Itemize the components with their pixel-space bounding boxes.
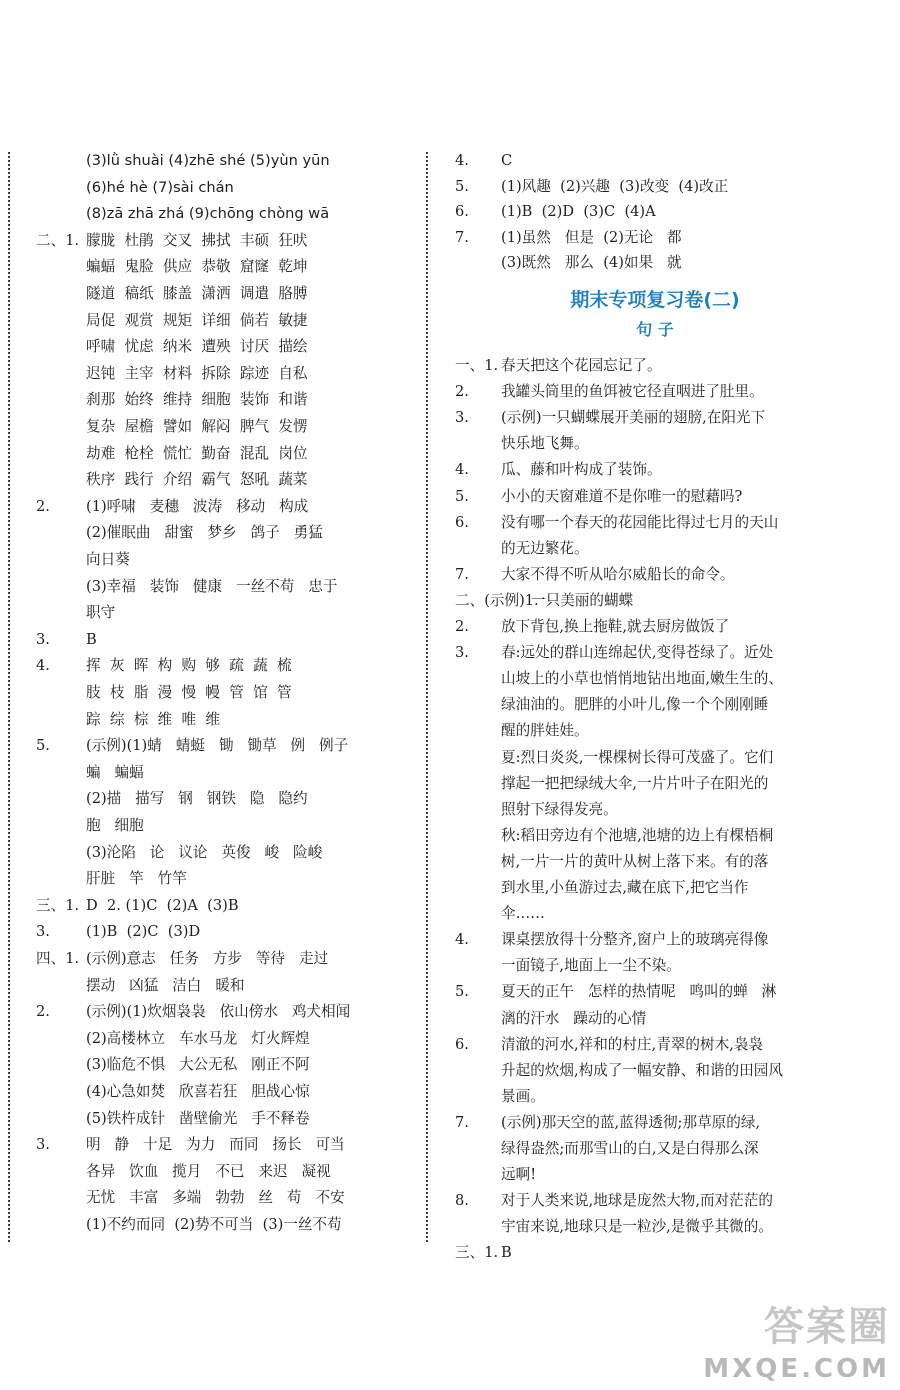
- answer-text: 肝脏 竿 竹竿: [86, 870, 187, 888]
- question-number: 2.: [455, 383, 469, 401]
- answer-text: 肢 枝 脂 漫 慢 幔 管 馆 管: [86, 684, 292, 701]
- answer-line: [455, 825, 855, 847]
- answer-line: [455, 773, 855, 795]
- answer-text: 秩序 践行 介绍 霸气 怒吼 蔬菜: [86, 471, 308, 489]
- answer-text: 各异 饮血 揽月 不已 来迟 凝视: [86, 1162, 331, 1180]
- answer-line: [455, 150, 855, 172]
- answer-line: [40, 522, 415, 544]
- answer-text: (示例)(1)蜻 蜻蜓 锄 锄草 例 例子: [86, 737, 349, 755]
- answer-text: 到水里,小鱼游过去,藏在底下,把它当作: [501, 879, 749, 896]
- answer-text: 漓的汗水 躁动的心情: [501, 1009, 647, 1027]
- answer-text: (2)描 描写 钢 钢铁 隐 隐约: [86, 790, 308, 808]
- answer-line: [455, 538, 855, 560]
- right-answer-column-top: [455, 150, 855, 290]
- answer-line: [36, 1001, 415, 1023]
- answer-text: (3)lǜ shuài (4)zhē shé (5)yùn yūn: [86, 152, 330, 169]
- answer-text: 春:远处的群山连绵起伏,变得苍绿了。近处: [501, 644, 774, 662]
- answer-line: [455, 955, 855, 977]
- answer-text: 隧道 稿纸 膝盖 潇洒 调遣 胳膊: [86, 285, 308, 302]
- question-number: 3.: [36, 1136, 50, 1154]
- answer-text: 呼啸 忧虑 纳米 遭殃 讨厌 描绘: [86, 338, 308, 356]
- answer-text: 树,一片一片的黄叶从树上落下来。有的落: [501, 852, 769, 870]
- answer-line: [455, 877, 855, 899]
- answer-line: [40, 762, 415, 784]
- answer-text: 宇宙来说,地球只是一粒沙,是微乎其微的。: [501, 1218, 773, 1236]
- answer-line: [455, 407, 855, 429]
- answer-line: [455, 720, 855, 742]
- answer-text: (示例)意志 任务 方步 等待 走过: [86, 950, 329, 967]
- answer-text: (1)风趣 (2)兴趣 (3)改变 (4)改正: [501, 177, 729, 195]
- answer-text: 复杂 屋檐 譬如 解闷 脾气 发愣: [86, 418, 308, 435]
- answer-text: 一面镜子,地面上一尘不染。: [501, 957, 681, 975]
- answer-line: [40, 336, 415, 358]
- question-number: 二、1.: [36, 231, 80, 249]
- answer-text: 快乐地飞舞。: [501, 435, 589, 453]
- answer-line: [455, 1216, 855, 1238]
- question-number: 4.: [455, 931, 469, 949]
- answer-line: [40, 1028, 415, 1050]
- answer-text: 春天把这个花园忘记了。: [501, 357, 662, 374]
- answer-line: [36, 230, 415, 252]
- answer-text: 迟钝 主宰 材料 拆除 踪迹 自私: [86, 364, 308, 382]
- answer-text: 刹那 始终 维持 细胞 装饰 和谐: [86, 391, 308, 409]
- answer-text: 大家不得不听从哈尔威船长的命令。: [501, 565, 735, 583]
- question-number: 5.: [36, 737, 50, 755]
- answer-text: 无忧 丰富 多端 勃勃 丝 苟 不安: [86, 1189, 345, 1207]
- answer-text: (示例)那天空的蓝,蓝得透彻;那草原的绿,: [501, 1113, 761, 1131]
- answer-line: [40, 177, 415, 199]
- answer-line: [40, 975, 415, 997]
- question-number: 4.: [36, 657, 50, 675]
- answer-text: 照射下绿得发亮。: [501, 800, 618, 818]
- left-answer-column: [36, 150, 415, 1240]
- question-number: 4.: [455, 461, 469, 479]
- answer-text: 夏:烈日炎炎,一棵棵树长得可茂盛了。它们: [501, 748, 774, 766]
- answer-line: [455, 1138, 855, 1160]
- answer-text: 朦胧 杜鹃 交叉 拂拭 丰硕 狂吠: [86, 231, 308, 249]
- right-answer-column-bottom: [455, 355, 855, 1262]
- answer-line: [455, 486, 855, 508]
- answer-text: (3)沦陷 论 议论 英俊 峻 险峻: [86, 843, 323, 861]
- answer-line: [455, 590, 855, 612]
- answer-text: (8)zā zhā zhá (9)chōng chòng wā: [86, 205, 330, 223]
- question-number: 4.: [455, 152, 469, 169]
- center-divider-dots: [426, 152, 428, 1242]
- answer-text: 伞……: [501, 905, 545, 923]
- answer-text: 景画。: [501, 1087, 545, 1105]
- answer-line: [455, 799, 855, 821]
- question-number: 四、1.: [36, 950, 80, 967]
- answer-text: 向日葵: [86, 551, 130, 568]
- answer-text: 对于人类来说,地球是庞然大物,而对茫茫的: [501, 1192, 773, 1210]
- answer-line: [40, 256, 415, 278]
- answer-line: [455, 459, 855, 481]
- answer-line: [40, 1161, 415, 1183]
- answer-line: [40, 150, 415, 172]
- question-number: 三、1.: [36, 896, 80, 914]
- answer-line: [455, 642, 855, 664]
- answer-line: [40, 203, 415, 225]
- question-number: 6.: [455, 513, 469, 531]
- answer-text: 胞 细胞: [86, 817, 144, 834]
- answer-line: [455, 355, 855, 377]
- answer-text: D 2. (1)C (2)A (3)B: [86, 896, 239, 914]
- left-margin-dots: [8, 152, 10, 1242]
- section-subtitle: 句 子: [636, 320, 674, 339]
- answer-text: (示例)(1)炊烟袅袅 依山傍水 鸡犬相闻: [86, 1003, 351, 1021]
- answer-line: [40, 1108, 415, 1130]
- answer-line: [36, 496, 415, 518]
- answer-text: 小小的天窗难道不是你唯一的慰藉吗?: [501, 487, 743, 505]
- answer-line: [36, 895, 415, 917]
- answer-line: [40, 1054, 415, 1076]
- answer-line: [36, 948, 415, 970]
- answer-text: 挥 灰 晖 构 购 够 疏 蔬 梳: [86, 657, 292, 675]
- answer-text: B: [501, 1244, 512, 1262]
- answer-line: [36, 921, 415, 943]
- answer-line: [36, 629, 415, 651]
- answer-text: (6)hé hè (7)sài chán: [86, 178, 234, 196]
- answer-text: 清澈的河水,祥和的村庄,青翠的树木,袅袅: [501, 1035, 764, 1053]
- answer-text: 放下背包,换上拖鞋,就去厨房做饭了: [501, 618, 730, 635]
- answer-text: 瓜、藤和叶构成了装饰。: [501, 461, 662, 479]
- answer-line: [36, 655, 415, 677]
- question-number: 二、(示例)1.: [455, 591, 539, 609]
- answer-text: B: [86, 630, 97, 648]
- question-number: 5.: [455, 487, 469, 505]
- answer-line: [40, 389, 415, 411]
- answer-text: 升起的炊烟,构成了一幅安静、和谐的田园风: [501, 1061, 783, 1079]
- answer-line: [455, 929, 855, 951]
- answer-text: 课桌摆放得十分整齐,窗户上的玻璃亮得像: [501, 931, 769, 949]
- answer-text: 我罐头筒里的鱼饵被它径直咽进了肚里。: [501, 383, 764, 401]
- answer-line: [36, 1134, 415, 1156]
- answer-line: [455, 381, 855, 403]
- answer-line: [40, 868, 415, 890]
- answer-line: [455, 1086, 855, 1108]
- answer-text: 的无边繁花。: [501, 539, 589, 557]
- answer-text: 明 静 十足 为力 而同 扬长 可当: [86, 1136, 345, 1154]
- answer-text: (4)心急如焚 欣喜若狂 胆战心惊: [86, 1083, 310, 1100]
- answer-line: [40, 842, 415, 864]
- answer-line: [455, 1008, 855, 1030]
- watermark-logo: 答案圈: [764, 1304, 890, 1350]
- answer-line: [455, 694, 855, 716]
- watermark-url: MXQE.COM: [703, 1354, 890, 1384]
- answer-text: 摆动 凶猛 洁白 暖和: [86, 976, 245, 994]
- answer-line: [455, 252, 855, 274]
- answer-line: [455, 1060, 855, 1082]
- answer-text: (2)高楼林立 车水马龙 灯火辉煌: [86, 1029, 310, 1047]
- answer-text: (1)虽然 但是 (2)无论 都: [501, 228, 682, 246]
- answer-text: 没有哪一个春天的花园能比得过七月的天山: [501, 513, 779, 531]
- answer-line: [40, 1187, 415, 1209]
- answer-text: 绿油油的。肥胖的小叶儿,像一个个刚刚睡: [501, 696, 769, 714]
- question-number: 6.: [455, 1035, 469, 1053]
- question-number: 6.: [455, 203, 469, 220]
- question-number: 一、1.: [455, 357, 499, 374]
- answer-text: 踪 综 棕 维 唯 维: [86, 710, 220, 728]
- answer-line: [40, 682, 415, 704]
- answer-text: 蝙 蝙蝠: [86, 763, 144, 781]
- question-number: 8.: [455, 1192, 469, 1210]
- answer-text: (3)幸福 装饰 健康 一丝不苟 忠于: [86, 577, 338, 595]
- answer-line: [36, 735, 415, 757]
- answer-line: [455, 201, 855, 223]
- answer-line: [40, 363, 415, 385]
- section-title: 期末专项复习卷(二): [570, 289, 740, 311]
- answer-text: (3)临危不惧 大公无私 刚正不阿: [86, 1056, 310, 1074]
- answer-line: [40, 283, 415, 305]
- question-number: 7.: [455, 565, 469, 583]
- answer-line: [455, 668, 855, 690]
- answer-line: [40, 443, 415, 465]
- question-number: 3.: [36, 923, 50, 941]
- answer-text: 局促 观赏 规矩 详细 倘若 敏捷: [86, 311, 308, 329]
- answer-text: (1)B (2)D (3)C (4)A: [501, 203, 656, 220]
- answer-line: [455, 1112, 855, 1134]
- answer-text: (示例)一只蝴蝶展开美丽的翅膀,在阳光下: [501, 409, 766, 427]
- answer-line: [455, 851, 855, 873]
- answer-text: 劫难 枪栓 慌忙 勤奋 混乱 岗位: [86, 444, 308, 462]
- question-number: 三、1.: [455, 1244, 499, 1262]
- answer-line: [455, 1034, 855, 1056]
- answer-text: 蝙蝠 鬼脸 供应 恭敬 窟窿 乾坤: [86, 258, 308, 276]
- answer-line: [40, 549, 415, 571]
- answer-text: 撑起一把把绿绒大伞,一片片叶子在阳光的: [501, 774, 769, 792]
- answer-line: [455, 433, 855, 455]
- answer-line: [40, 1214, 415, 1236]
- answer-line: [455, 176, 855, 198]
- answer-text: 绿得盎然;而那雪山的白,又是白得那么深: [501, 1140, 759, 1157]
- question-number: 3.: [36, 630, 50, 648]
- question-number: 7.: [455, 228, 469, 246]
- answer-line: [455, 747, 855, 769]
- question-number: 2.: [455, 618, 469, 635]
- answer-line: [455, 227, 855, 249]
- answer-text: (1)呼啸 麦穗 波涛 移动 构成: [86, 497, 309, 515]
- question-number: 3.: [455, 409, 469, 427]
- answer-line: [40, 576, 415, 598]
- answer-line: [455, 981, 855, 1003]
- answer-text: (1)不约而同 (2)势不可当 (3)一丝不苟: [86, 1216, 342, 1233]
- answer-line: [40, 602, 415, 624]
- question-number: 7.: [455, 1113, 469, 1131]
- answer-text: (5)铁杵成针 凿壁偷光 手不释卷: [86, 1109, 310, 1127]
- answer-text: (3)既然 那么 (4)如果 就: [501, 254, 682, 271]
- answer-line: [40, 469, 415, 491]
- question-number: 5.: [455, 177, 469, 195]
- answer-line: [40, 1081, 415, 1103]
- question-number: 2.: [36, 497, 50, 515]
- answer-text: (2)催眠曲 甜蜜 梦乡 鸽子 勇猛: [86, 524, 323, 542]
- answer-text: 秋:稻田旁边有个池塘,池塘的边上有棵梧桐: [501, 826, 774, 844]
- answer-line: [455, 512, 855, 534]
- answer-line: [40, 709, 415, 731]
- answer-line: [455, 1190, 855, 1212]
- answer-line: [455, 1164, 855, 1186]
- answer-line: [455, 564, 855, 586]
- answer-text: 醒的胖娃娃。: [501, 722, 589, 740]
- answer-text: 远啊!: [501, 1166, 537, 1184]
- question-number: 2.: [36, 1003, 50, 1021]
- answer-text: 一只美丽的蝴蝶: [531, 591, 634, 609]
- answer-text: 职守: [86, 604, 116, 622]
- answer-line: [455, 1242, 855, 1264]
- question-number: 3.: [455, 644, 469, 662]
- answer-line: [40, 815, 415, 837]
- answer-text: 山坡上的小草也悄悄地钻出地面,嫩生生的、: [501, 670, 783, 688]
- answer-text: C: [501, 152, 513, 169]
- answer-line: [455, 616, 855, 638]
- answer-line: [40, 416, 415, 438]
- answer-line: [40, 310, 415, 332]
- answer-line: [40, 788, 415, 810]
- answer-line: [455, 903, 855, 925]
- answer-text: 夏天的正午 怎样的热情呢 鸣叫的蝉 淋: [501, 983, 777, 1001]
- question-number: 5.: [455, 983, 469, 1001]
- answer-text: (1)B (2)C (3)D: [86, 923, 201, 941]
